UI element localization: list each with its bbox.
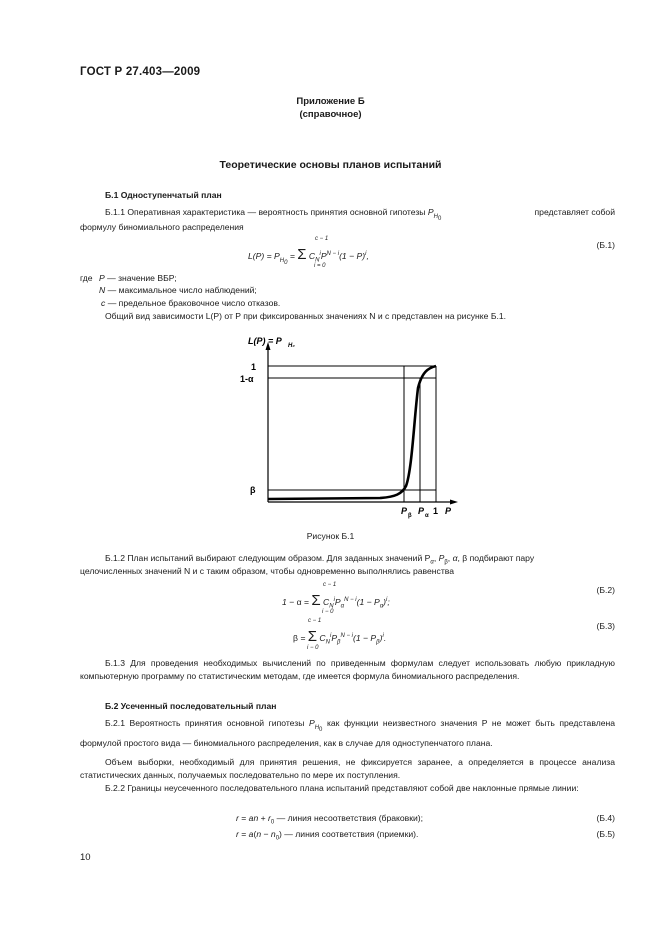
def-c-text: — предельное браковочное число отказов. [107,298,281,308]
x-tick-p-alpha: P [418,506,425,516]
section-heading-b2: Б.2 Усеченный последовательный план [105,701,277,711]
equation-b5-number: (Б.5) [596,829,615,839]
paragraph-b13: Б.1.3 Для проведения необходимых вычислений по приведенным формулам следует использовать любую прикладную компьютерную программу по статистическим методам, где имеется формула биномиального распределения. [80,658,615,681]
x-tick-p-beta-sub: β [408,513,412,519]
equation-b4-text: — линия несоответствия (браковки); [276,813,424,823]
equation-b4: r = an + $r_0$ — линия несоответствия (браковки); [236,813,424,826]
x-tick-1: 1 [433,506,439,516]
paragraph-b11-line2: формулу биномиального распределения [80,222,244,232]
y-axis-label: L(P) = P [248,336,282,346]
annex-title: Приложение Б [296,96,365,107]
equation-b4-number: (Б.4) [596,813,615,823]
equation-b5: $r = a(n - n_0)$ — линия соответствия (приемки). [236,829,419,842]
paragraph-b11-end: представляет собой [534,207,615,217]
annex-subtitle: (справочное) [299,109,362,120]
figure-b1-plot [230,330,470,520]
paragraph-b12-text: Б.1.2 План испытаний выбирают следующим образом. Для заданных значений P [105,553,431,563]
y-axis-label-sub: H₀ [288,343,295,349]
general-form-sentence: Общий вид зависимости L(P) от P при фиксированных значениях N и c представлен на рисунке Б.1. [105,311,507,321]
standard-header: ГОСТ Р 27.403—2009 [80,66,201,78]
def-c: c — предельное браковочное число отказов. [101,298,281,308]
equation-b5-text: — линия соответствия (приемки). [284,829,419,839]
equation-b1: $L(P) = P_{H_0} = \Sigma$ $C_N^iP^{N - i}(1 - P)^i$, c − 1 i = 0 [248,236,369,269]
paragraph-b11-text: Б.1.1 Оперативная характеристика — вероятность принятия основной гипотезы [105,207,426,217]
oc-curve [268,366,436,499]
x-tick-p-alpha-sub: α [425,513,429,519]
paragraph-b11: Б.1.1 Оперативная характеристика — вероятность принятия основной гипотезы $P_{H_0}$ [105,207,442,222]
equation-b3: β = Σ $C_N^iP_\beta^{N - i}(1 - P_\beta)^i$. c − 1 i − 0 [293,618,387,651]
x-axis-label: P [445,506,452,516]
def-p: P — значение ВБР; [99,273,177,283]
equation-b2-number: (Б.2) [596,585,615,595]
paragraph-b12-tail: подбирают пару [469,553,535,563]
figure-caption: Рисунок Б.1 [306,531,355,541]
tick-1: 1 [251,362,257,372]
tick-1-alpha: 1-α [240,374,254,384]
paragraph-b21-b: как функции неизвестного значения P не может быть представлена формулой простого вида — биномиального распределения, как в случае для одноступенчатого плана. [80,718,616,748]
paragraph-b21-a: Б.2.1 Вероятность принятия основной гипотезы [105,718,305,728]
tick-beta: β [250,485,256,495]
section-heading-b1: Б.1 Одноступенчатый план [105,190,222,200]
where-label: где [80,273,93,283]
equation-b1-number: (Б.1) [596,240,615,250]
paragraph-b21-2: Объем выборки, необходимый для принятия решения, не фиксируется заранее, а определяется в процессе анализа статистических данных, получаемых последовательно по мере их поступления. [80,757,615,780]
paragraph-b12-line2: целочисленных значений N и c таким образом, чтобы одновременно выполнялись равенства [80,566,455,576]
equation-b2: 1 − α = Σ $C_N^iP_\alpha^{N - i}(1 - P_\alpha)^i$; c − 1 i − 0 [282,582,390,615]
paragraph-b21: Б.2.1 Вероятность принятия основной гипотезы $P_{H_0}$ как функции неизвестного значения P не может быть представлена формулой простого вида — биномиального распределения, как в случае для одноступенчатого плана. [80,718,616,748]
page-number: 10 [80,852,91,863]
document-title: Теоретические основы планов испытаний [219,159,442,171]
paragraph-b22: Б.2.2 Границы неусеченного последовательного плана испытаний представляют собой две наклонные прямые линии: [105,783,579,793]
x-tick-p-beta: P [401,506,408,516]
def-p-text: — значение ВБР; [107,273,177,283]
equation-b3-number: (Б.3) [596,621,615,631]
def-n-text: — максимальное число наблюдений; [107,285,257,295]
x-axis-arrow [450,500,458,505]
def-n: N — максимальное число наблюдений; [99,285,257,295]
paragraph-b12: Б.1.2 План испытаний выбирают следующим образом. Для заданных значений $P_\alpha$, $P_\beta$, α, β подбирают пару [105,553,535,566]
